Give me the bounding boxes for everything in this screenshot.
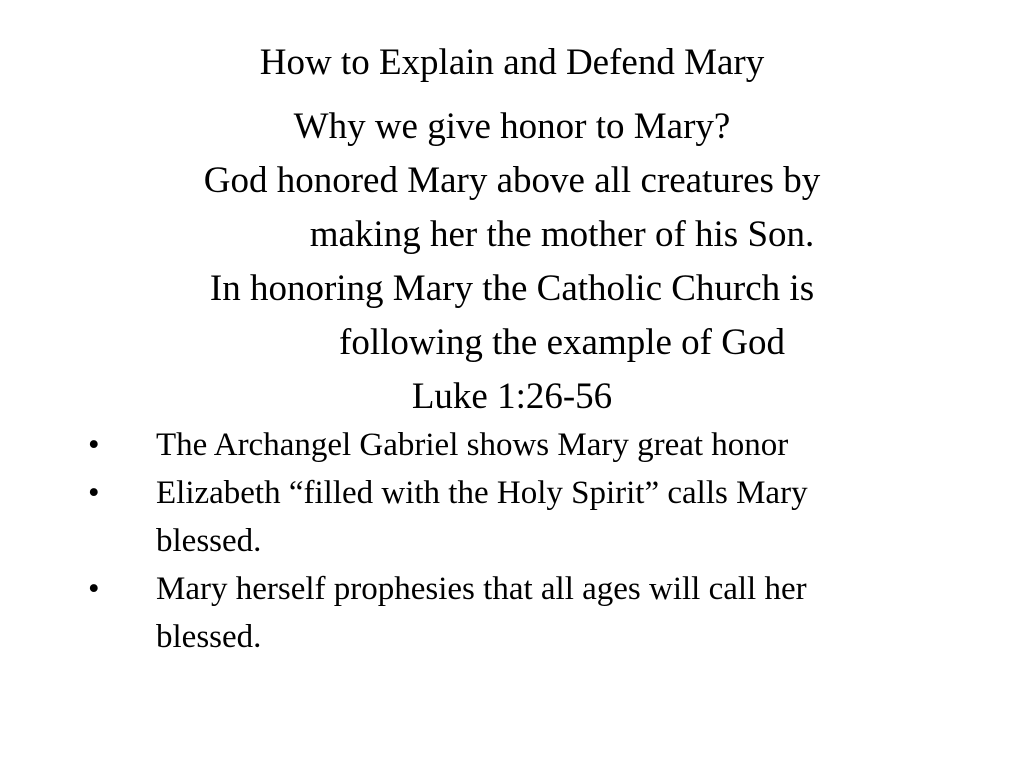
bullet-text: The Archangel Gabriel shows Mary great honor [156, 427, 789, 463]
paragraph-god-honored [132, 154, 892, 262]
slide-body [0, 100, 1024, 424]
bullet-marker: • [88, 475, 100, 511]
bullet-text: Elizabeth “filled with the Holy Spirit” calls Mary blessed. [156, 475, 808, 559]
slide-subtitle: Why we give honor to Mary? [293, 106, 731, 147]
bullet-item [0, 469, 1024, 565]
bullet-text: Mary herself prophesies that all ages will call her blessed. [156, 571, 807, 655]
paragraph-church-honoring-line2: following the example of God [339, 322, 785, 363]
bullet-marker: • [88, 571, 100, 607]
paragraph-god-honored-line2: making her the mother of his Son. [309, 214, 815, 255]
paragraph-church-honoring-line1: In honoring Mary the Catholic Church is [209, 268, 815, 309]
paragraph-god-honored-line1: God honored Mary above all creatures by [203, 160, 821, 201]
bullet-item [0, 421, 1024, 469]
slide-title: How to Explain and Defend Mary [259, 42, 765, 83]
bullet-list [0, 421, 1024, 661]
bullet-marker: • [88, 427, 100, 463]
paragraph-church-honoring [132, 262, 892, 370]
scripture-reference: Luke 1:26-56 [411, 376, 613, 417]
bullet-item [0, 565, 1024, 661]
